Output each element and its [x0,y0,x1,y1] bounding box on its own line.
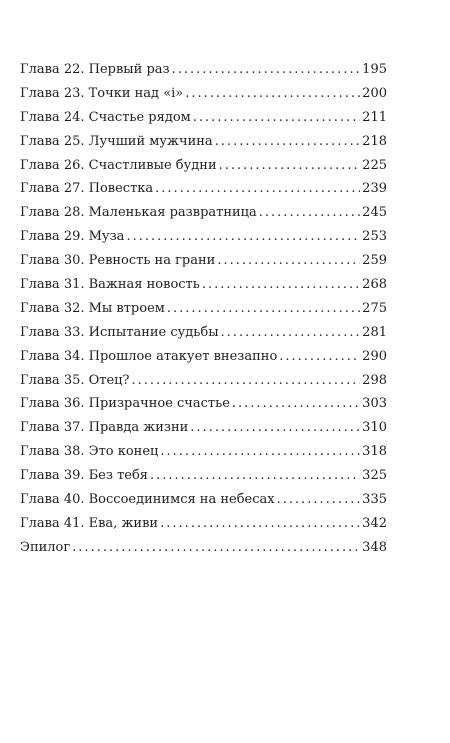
toc-entry-title: Эпилог [20,539,71,555]
toc-entry [20,249,387,273]
toc-entry [20,440,387,464]
dot-leader [185,82,360,106]
toc-entry-title: Глава 38. Это конец [20,444,159,460]
toc-entry [20,392,387,416]
toc-entry-title: Глава 23. Точки над «і» [20,85,184,101]
dot-leader [219,154,361,178]
toc-entry-page: 259 [362,253,387,269]
dot-leader [221,321,361,345]
toc-entry-page: 298 [362,372,387,388]
toc-entry-title: Глава 28. Маленькая развратница [20,205,257,221]
toc-entry [20,201,387,225]
dot-leader [160,512,360,536]
dot-leader [277,488,361,512]
toc-entry-title: Глава 41. Ева, живи [20,515,159,531]
toc-entry [20,512,387,536]
dot-leader [190,416,360,440]
dot-leader [150,464,360,488]
toc-entry-title: Глава 27. Повестка [20,181,154,197]
toc-entry-title: Глава 37. Правда жизни [20,420,189,436]
toc-entry-title: Глава 32. Мы втроем [20,300,165,316]
dot-leader [279,345,360,369]
toc-entry [20,82,387,106]
toc-entry [20,416,387,440]
dot-leader [217,249,360,273]
toc-entry-page: 195 [362,62,387,77]
toc-entry-page: 211 [362,109,387,125]
toc-entry-page: 268 [362,277,387,293]
toc-entry [20,154,387,178]
toc-entry [20,488,387,512]
toc-entry [20,345,387,369]
toc-entry-page: 281 [362,324,387,340]
toc-entry-page: 335 [362,492,387,508]
toc-entry-page: 342 [362,515,387,531]
toc-entry [20,273,387,297]
toc-entry-title: Глава 29. Муза [20,229,125,245]
toc-entry [20,177,387,201]
toc-entry-page: 218 [362,133,387,149]
toc-entry-page: 303 [362,396,387,412]
dot-leader [232,392,360,416]
toc-entry [20,225,387,249]
toc-entry-title: Глава 26. Счастливые будни [20,157,217,173]
toc-entry-title: Глава 22. Первый раз [20,62,170,77]
toc-entry-title: Глава 25. Лучший мужчина [20,133,213,149]
dot-leader [215,130,361,154]
toc-entry-page: 225 [362,157,387,173]
toc-entry [20,321,387,345]
toc-entry-title: Глава 33. Испытание судьбы [20,324,219,340]
toc-entry-title: Глава 24. Счастье рядом [20,109,191,125]
toc-entry-page: 310 [362,420,387,436]
toc-entry-page: 325 [362,468,387,484]
toc-entry-page: 245 [362,205,387,221]
toc-entry [20,464,387,488]
toc-entry-title: Глава 35. Отец? [20,372,130,388]
toc-entry [20,58,387,82]
dot-leader [167,297,360,321]
dot-leader [126,225,360,249]
toc-entry-page: 200 [362,85,387,101]
toc-entry [20,106,387,130]
toc-entry-title: Глава 31. Важная новость [20,277,200,293]
dot-leader [72,536,360,560]
toc-entry [20,297,387,321]
dot-leader [155,177,360,201]
toc-entry [20,369,387,393]
toc-entry-page: 239 [362,181,387,197]
toc-entry [20,130,387,154]
toc-entry-page: 290 [362,348,387,364]
toc-entry-title: Глава 34. Прошлое атакует внезапно [20,348,278,364]
toc-entry-title: Глава 40. Воссоединимся на небесах [20,492,275,508]
toc-entry-page: 318 [362,444,387,460]
toc-entry [20,536,387,560]
toc-entry-title: Глава 36. Призрачное счастье [20,396,230,412]
dot-leader [202,273,360,297]
toc-entry-page: 275 [362,300,387,316]
toc-entry-title: Глава 30. Ревность на грани [20,253,216,269]
toc-entry-title: Глава 39. Без тебя [20,468,149,484]
dot-leader [193,106,360,130]
toc-entry-page: 253 [362,229,387,245]
dot-leader [160,440,360,464]
table-of-contents [20,58,387,560]
dot-leader [172,58,361,82]
toc-entry-page: 348 [362,539,387,555]
dot-leader [259,201,360,225]
dot-leader [132,369,361,393]
